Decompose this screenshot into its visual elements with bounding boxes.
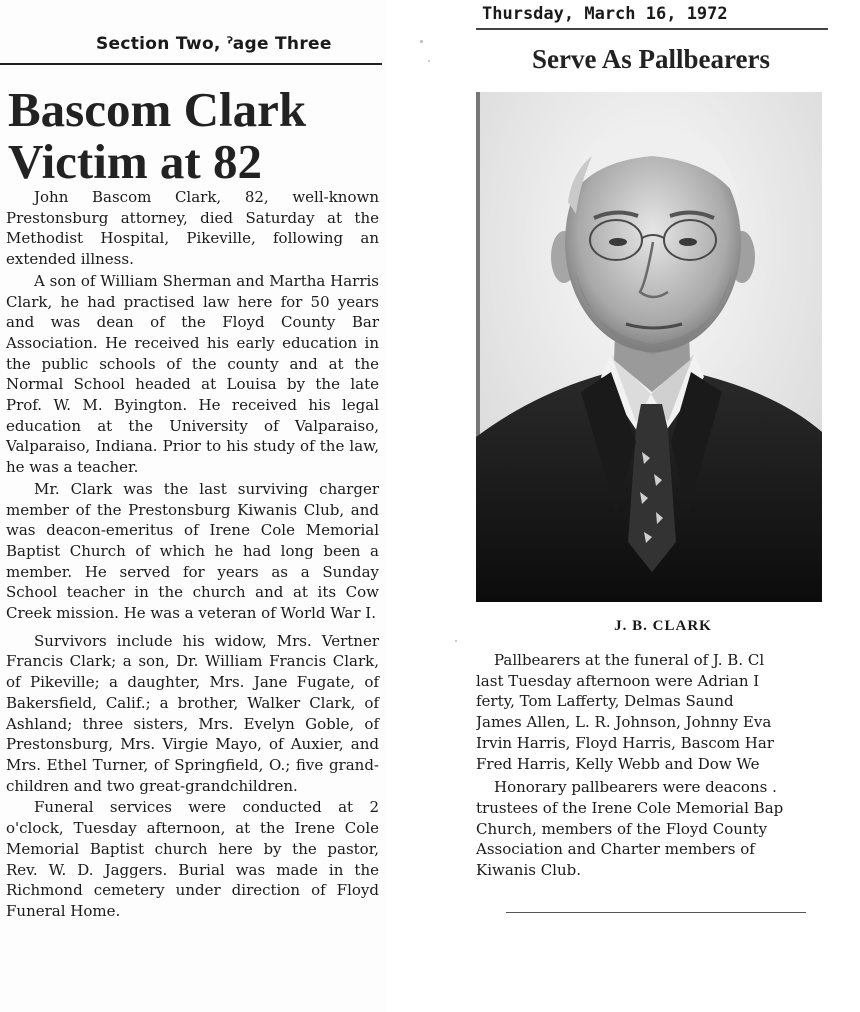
article-paragraph: A son of William Sherman and Martha Harris Clark, he had practised law here for 50 years and was dean of the Floyd County Bar Association. He received his early education in the public schools of the county and at the Normal School headed at Louisa by the late Prof. W. M. Byington. He received his legal education at the University of Valparaiso, Valparaiso, Indiana. Prior to his study of the law, he was a teacher.: [6, 271, 379, 477]
pallbearers-article: [476, 650, 860, 881]
dateline-rule: [476, 28, 828, 30]
pallbearers-headline: Serve As Pallbearers: [532, 44, 770, 74]
paper-speck: [420, 40, 423, 43]
bottom-rule: [506, 912, 806, 913]
article-line: Association and Charter members of: [476, 840, 755, 859]
dateline: Thursday, March 16, 1972: [482, 4, 728, 24]
obituary-article: [6, 187, 379, 922]
headline-line-2: Victim at 82: [8, 134, 262, 189]
clipping-gap: [395, 0, 475, 1012]
article-line: Fred Harris, Kelly Webb and Dow We: [476, 754, 760, 773]
obituary-clipping: [0, 0, 386, 1012]
pallbearers-clipping: [476, 0, 860, 1012]
article-paragraph: Survivors include his widow, Mrs. Vertner Francis Clark; a son, Dr. William Francis Clark, of Pikeville; a daughter, Mrs. Jane Fugate, of Bakersfield, Calif.; a brother, Walker Clark, of Ashland; three sisters, Mrs. Evelyn Goble, of Prestonsburg, Mrs. Virgie Mayo, of Auxier, and Mrs. Ethel Turner, of Springfield, O.; five grand-children and two great-grandchildren.: [6, 631, 379, 795]
portrait-photo: [476, 92, 822, 602]
article-line: Pallbearers at the funeral of J. B. Cl: [494, 651, 765, 669]
article-line: James Allen, L. R. Johnson, Johnny Eva: [476, 713, 772, 732]
obituary-headline: [8, 84, 384, 188]
portrait-image: [476, 92, 822, 602]
article-line: Irvin Harris, Floyd Harris, Bascom Har: [476, 733, 774, 752]
article-line: Honorary pallbearers were deacons .: [494, 778, 777, 797]
header-rule: [0, 63, 382, 65]
article-paragraph: Funeral services were conducted at 2 o'clock, Tuesday afternoon, at the Irene Cole Memorial Baptist church here by the pastor, Rev. W. D. Jaggers. Burial was made in the Richmond cemetery under direction of Floyd Funeral Home.: [6, 798, 379, 920]
article-line: ferty, Tom Lafferty, Delmas Saund: [476, 692, 734, 711]
article-paragraph: John Bascom Clark, 82, well-known Prestonsburg attorney, died Saturday at the Methodist Hospital, Pikeville, following an extended illness.: [6, 188, 379, 269]
article-paragraph: Mr. Clark was the last surviving charger member of the Prestonsburg Kiwanis Club, and was deacon-emeritus of Irene Cole Memorial Baptist Church of which he had long been a member. He served for years as a Sunday School teacher in the church and at its Cow Creek mission. He was a veteran of World War I.: [6, 479, 379, 623]
paper-speck: [428, 60, 430, 62]
article-line: last Tuesday afternoon were Adrian I: [476, 671, 760, 690]
article-line: Church, members of the Floyd County: [476, 819, 768, 838]
section-header: Section Two, ˀage Three: [96, 34, 332, 54]
photo-caption: J. B. CLARK: [614, 618, 712, 634]
headline-line-1: Bascom Clark: [8, 82, 307, 137]
article-line: trustees of the Irene Cole Memorial Bap: [476, 798, 784, 817]
article-line: Kiwanis Club.: [476, 861, 582, 880]
paper-speck: [455, 640, 457, 642]
